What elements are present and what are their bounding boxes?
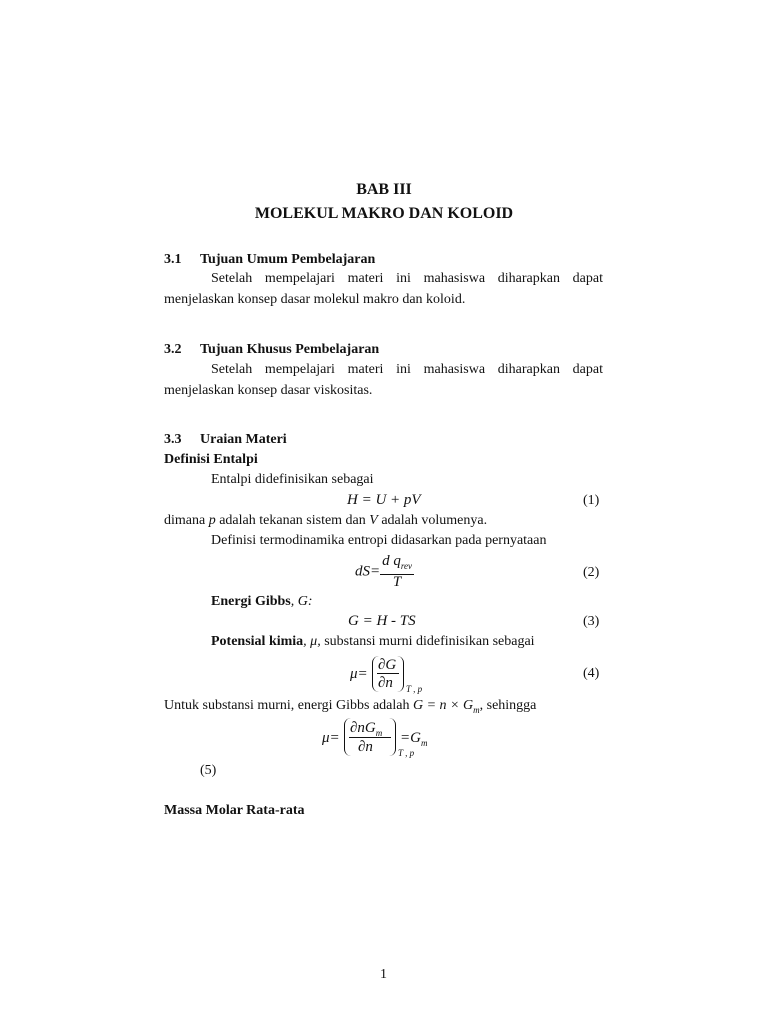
section-3-2-number: 3.2 (164, 342, 182, 357)
section-3-2-text-line-2: menjelaskan konsep dasar viskositas. (164, 383, 373, 398)
equation-3-number: (3) (583, 614, 600, 629)
equation-3: G = H - TS (348, 613, 416, 629)
entalpi-intro: Entalpi didefinisikan sebagai (211, 472, 374, 487)
title-line-2: MOLEKUL MAKRO DAN KOLOID (254, 205, 514, 222)
equation-5: μ= $\partial nG_m$ ∂n T , p $=G_m$ (322, 720, 428, 758)
equation-4: μ= ∂G ∂n T , p (350, 657, 423, 694)
section-3-3-heading: Uraian Materi (200, 432, 287, 447)
dimana-line: dimana p adalah tekanan sistem dan V adalah volumenya. (164, 513, 488, 528)
section-3-2-text-line-1: Setelah mempelajari materi ini mahasiswa diharapkan dapat (211, 362, 603, 377)
section-3-1-text-line-2: menjelaskan konsep dasar molekul makro dan koloid. (164, 292, 466, 307)
subheading-massa-molar: Massa Molar Rata-rata (164, 803, 305, 818)
subheading-definisi-entalpi: Definisi Entalpi (164, 452, 258, 467)
gibbs-line: Energi Gibbs, G: (211, 594, 313, 609)
equation-1-number: (1) (583, 493, 600, 508)
substansi-murni-line: Untuk substansi murni, energi Gibbs adalah $G = n \times G_m$, sehingga (164, 698, 537, 715)
section-3-3-number: 3.3 (164, 432, 182, 447)
section-3-1-heading: Tujuan Umum Pembelajaran (200, 252, 376, 267)
equation-2: dS= $\frac{d q_{rev}}{T}$ (355, 553, 413, 590)
potensial-kimia-line: Potensial kimia, μ, substansi murni didefinisikan sebagai (211, 634, 535, 649)
equation-2-number: (2) (583, 565, 600, 580)
section-3-1-number: 3.1 (164, 252, 182, 267)
section-3-1-text-line-1: Setelah mempelajari materi ini mahasiswa diharapkan dapat (211, 271, 603, 286)
equation-5-number: (5) (200, 763, 217, 778)
title-line-1: BAB III (356, 181, 412, 198)
entropi-intro: Definisi termodinamika entropi didasarkan pada pernyataan (211, 533, 547, 548)
section-3-2-heading: Tujuan Khusus Pembelajaran (200, 342, 380, 357)
equation-1: H = U + pV (347, 492, 421, 508)
page-number: 1 (380, 967, 387, 982)
equation-4-number: (4) (583, 666, 600, 681)
